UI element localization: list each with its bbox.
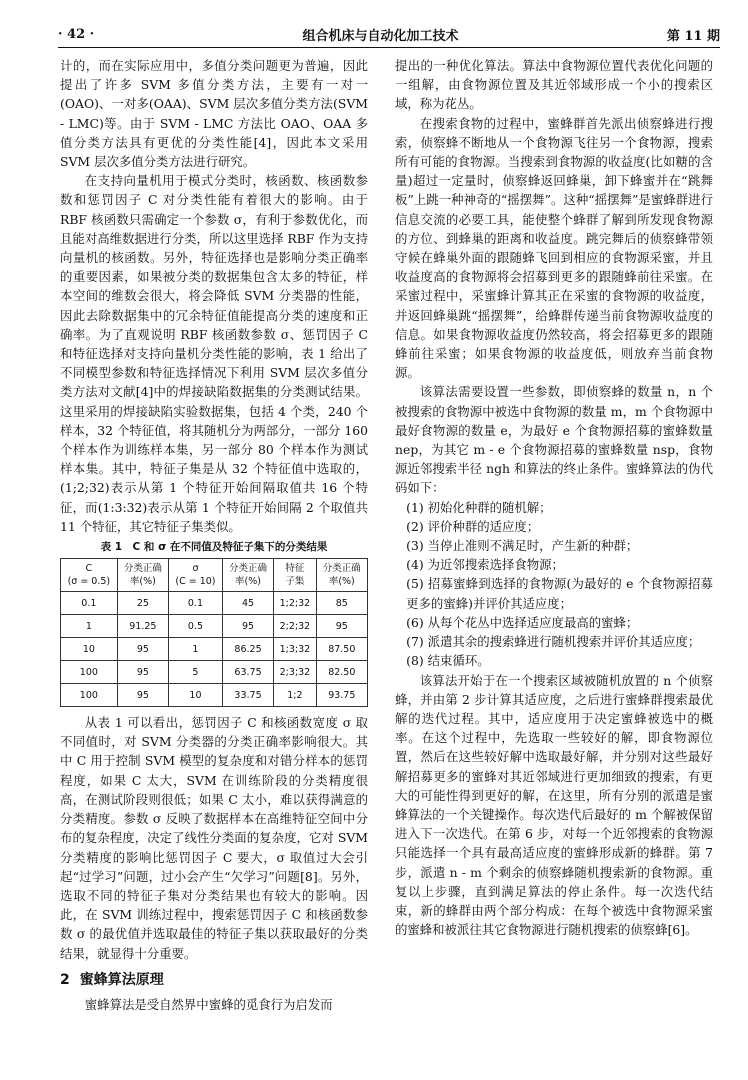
table-cell: 87.50	[316, 638, 367, 661]
section-heading	[60, 969, 368, 991]
paragraph: 计的，而在实际应用中，多值分类问题更为普遍，因此提出了许多 SVM 多值分类方法，主要有一对一(OAO)、一对多(OAA)、SVM 层次多值分类方法(SVM - LMC)等。由于 SVM - LMC 方法比 OAO、OAA 多值分类方法具有更优的分类性能[4]，因此本文采用 SVM 层次多值分类方法进行研究。	[60, 58, 368, 170]
table-row	[61, 592, 368, 615]
table-cell: 95	[117, 638, 168, 661]
table-row	[61, 638, 368, 661]
table-header-cell: 分类正确 率(%)	[316, 559, 367, 592]
table-cell: 33.75	[222, 684, 273, 707]
table-cell: 1	[61, 615, 118, 638]
table-cell: 2;3;32	[274, 661, 316, 684]
paragraph: 从表 1 可以看出，惩罚因子 C 和核函数宽度 σ 取不同值时，对 SVM 分类器的分类正确率影响很大。其中 C 用于控制 SVM 模型的复杂度和对错分样本的惩罚程度，如果 C 太大，SVM 在训练阶段的分类精度很高，在测试阶段则很低；如果 C 太小，难以获得满意的分类精度。参数 σ 反映了数据样本在高维特征空间中分布的复杂程度，决定了线性分类面的复杂度，它对 SVM 分类精度的影响比惩罚因子 C 要大，σ 取值过大会引起“过学习”问题，过小会产生“欠学习”问题[8]。另外，选取不同的特征子集对分类结果也有较大的影响。因此，在 SVM 训练过程中，搜索惩罚因子 C 和核函数参数 σ 的最优值并选取最佳的特征子集以获取最好的分类结果，就显得十分重要。	[60, 715, 368, 961]
table-cell: 10	[61, 638, 118, 661]
table-cell: 1	[169, 638, 223, 661]
table-cell: 100	[61, 684, 118, 707]
paragraph: 在支持向量机用于模式分类时，核函数、核函数参数和惩罚因子 C 对分类性能有着很大的影响。由于 RBF 核函数只需确定一个参数 σ，有利于参数优化，而且能对高维数据进行分类，所以这里选择 RBF 作为支持向量机的核函数。另外，特征选择也是影响分类正确率的重要因素，如果被分类的数据集包含太多的特征，样本空间的维数会很大，将会降低 SVM 分类器的性能，因此去除数据集中的冗余特征值能提高分类的速度和正确率。为了直观说明 RBF 核函数参数 σ、惩罚因子 C 和特征选择对支持向量机分类性能的影响，表 1 给出了不同模型参数和特征选择情况下利用 SVM 层次多值分类方法对文献[4]中的焊接缺陷数据集的分类测试结果。这里采用的焊接缺陷实验数据集，包括 4 个类，240 个样本，32 个特征值，将其随机分为两部分，一部分 160 个样本作为训练样本集，另一部分 80 个样本作为测试样本集。其中，特征子集是从 32 个特征值中选取的，(1;2;32)表示从第 1 个特征开始间隔取值共 16 个特征，而(1:3:32)表示从第 1 个特征开始间隔 2 个取值共 11 个特征，其它特征子集类似。	[60, 173, 368, 534]
table-cell: 95	[222, 615, 273, 638]
algorithm-step: (5) 招募蜜蜂到选择的食物源(为最好的 e 个食物源招募更多的蜜蜂)并评价其适应度；	[406, 576, 713, 611]
table-cell: 0.1	[169, 592, 223, 615]
paragraph: 在搜索食物的过程中，蜜蜂群首先派出侦察蜂进行搜索，侦察蜂不断地从一个食物源飞往另一个食物源，搜索所有可能的食物源。当搜索到食物源的收益度(比如糖的含量)超过一定量时，侦察蜂返回蜂巢，卸下蜂蜜并在“跳舞板”上跳一种神奇的“摇摆舞”。这种“摇摆舞”是蜜蜂群进行信息交流的必要工具，能使整个蜂群了解到所发现食物源的方位、到蜂巢的距离和收益度。跳完舞后的侦察蜂带领守候在蜂巢外面的跟随蜂飞回到相应的食物源采蜜，并且收益度高的食物源将会招募到更多的跟随蜂前往采蜜。在采蜜过程中，采蜜蜂计算其正在采蜜的食物源的收益度，并返回蜂巢跳“摇摆舞”，给蜂群传递当前食物源收益度的信息。如果食物源收益度仍然较高，将会招募更多的跟随蜂前往采蜜；如果食物源的收益度低，则放弃当前食物源。	[395, 115, 713, 381]
table-row	[61, 661, 368, 684]
table-caption: 表 1 C 和 σ 在不同值及特征子集下的分类结果	[100, 541, 328, 554]
journal-title: 组合机床与自动化加工技术	[302, 28, 459, 44]
table-cell: 5	[169, 661, 223, 684]
table-cell: 95	[316, 615, 367, 638]
header-rule	[58, 47, 720, 48]
table-cell: 1;2	[274, 684, 316, 707]
table-header-cell: C (σ = 0.5)	[61, 559, 118, 592]
table-cell: 93.75	[316, 684, 367, 707]
table-cell: 91.25	[117, 615, 168, 638]
paragraph: 该算法需要设置一些参数，即侦察蜂的数量 n，n 个被搜索的食物源中被选中食物源的数量 m，m 个食物源中最好食物源的数量 e，为最好 e 个食物源招募的蜜蜂数量 nep，为其它 m - e 个食物源招募的蜜蜂数量 nsp，食物源近邻搜索半径 ngh 和算法的终止条件。蜜蜂算法的伪代码如下：	[395, 384, 713, 496]
paragraph: 该算法开始于在一个搜索区域被随机放置的 n 个侦察蜂，并由第 2 步计算其适应度，之后进行蜜蜂群搜索最优解的迭代过程。其中，适应度用于决定蜜蜂被选中的概率。在这个过程中，先选取一些较好的解，即食物源位置，然后在这些较好解中选取最好解，并分别对这些最好解招募更多的蜜蜂对其近邻域进行更加细致的搜索，有更大的可能性得到更好的解，在这里，所有分别的派遣是蜜蜂算法的一个关键操作。每次迭代后最好的 m 个解被保留进入下一次迭代。在第 6 步，对每一个近邻搜索的食物源只能选择一个具有最高适应度的蜜蜂形成新的蜂群。第 7 步，派遣 n - m 个剩余的侦察蜂随机搜索新的食物源。重复以上步骤，直到满足算法的停止条件。每一次迭代结束，新的蜂群由两个部分构成：在每个被选中食物源采蜜的蜜蜂和被派往其它食物源进行随机搜索的侦察蜂[6]。	[395, 672, 713, 938]
table-header-cell: 特征 子集	[274, 559, 316, 592]
table-cell: 82.50	[316, 661, 367, 684]
table-header-cell: 分类正确 率(%)	[222, 559, 273, 592]
table-header-row	[61, 559, 368, 592]
section-number: 2	[60, 971, 70, 988]
table-cell: 25	[117, 592, 168, 615]
table-cell: 45	[222, 592, 273, 615]
table-cell: 85	[316, 592, 367, 615]
table-cell: 0.5	[169, 615, 223, 638]
issue-number: 第 11 期	[666, 28, 720, 44]
algorithm-step: (8) 结束循环。	[406, 653, 490, 669]
table-cell: 0.1	[61, 592, 118, 615]
table-cell: 63.75	[222, 661, 273, 684]
right-column	[395, 56, 713, 939]
table-1	[60, 558, 368, 707]
table-header-cell: 分类正确 率(%)	[117, 559, 168, 592]
left-column	[60, 56, 368, 1014]
table-header-cell: σ (C = 10)	[169, 559, 223, 592]
table-cell: 10	[169, 684, 223, 707]
algorithm-step: (2) 评价种群的适应度；	[406, 518, 540, 534]
algorithm-step: (3) 当停止准则不满足时，产生新的种群；	[406, 538, 639, 554]
table-cell: 1;3;32	[274, 638, 316, 661]
table-cell: 100	[61, 661, 118, 684]
table-cell: 1;2;32	[274, 592, 316, 615]
table-cell: 95	[117, 684, 168, 707]
table-cell: 86.25	[222, 638, 273, 661]
algorithm-step: (6) 从每个花丛中选择适应度最高的蜜蜂；	[406, 614, 639, 630]
table-row	[61, 684, 368, 707]
algorithm-step: (4) 为近邻搜索选择食物源；	[406, 557, 564, 573]
algorithm-step: (1) 初始化种群的随机解；	[406, 499, 552, 515]
paragraph: 蜜蜂算法是受自然界中蜜蜂的觅食行为启发而	[84, 996, 333, 1012]
algorithm-step: (7) 派遣其余的搜索蜂进行随机搜索并评价其适应度；	[406, 634, 701, 650]
table-cell: 95	[117, 661, 168, 684]
table-cell: 2;2;32	[274, 615, 316, 638]
paragraph: 提出的一种优化算法。算法中食物源位置代表优化问题的一组解，由食物源位置及其近邻域形成一个小的搜索区域，称为花丛。	[395, 58, 713, 112]
running-header	[58, 24, 720, 44]
page-number: · 42 ·	[58, 26, 95, 42]
section-title: 蜜蜂算法原理	[79, 971, 164, 988]
table-row	[61, 615, 368, 638]
